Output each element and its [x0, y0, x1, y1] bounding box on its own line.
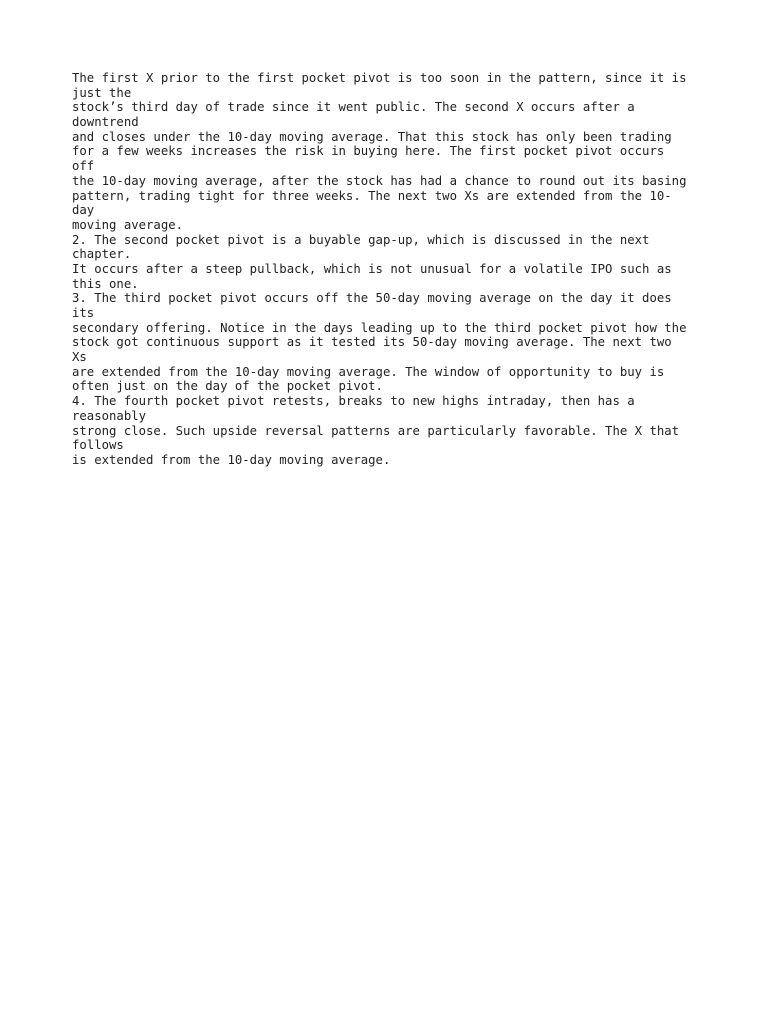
text-line: follows: [72, 438, 124, 453]
text-line: downtrend: [72, 115, 139, 130]
text-line: stock got continuous support as it tested its 50-day moving average. The next two: [72, 335, 672, 350]
text-line: are extended from the 10-day moving average. The window of opportunity to buy is: [72, 364, 665, 379]
text-line: It occurs after a steep pullback, which is not unusual for a volatile IPO such as: [72, 261, 672, 276]
text-line: 4. The fourth pocket pivot retests, breaks to new highs intraday, then has a: [72, 394, 635, 409]
text-line: and closes under the 10-day moving average. That this stock has only been trading: [72, 129, 672, 144]
text-line: chapter.: [72, 247, 132, 262]
text-line: is extended from the 10-day moving average.: [72, 452, 391, 467]
text-line: 3. The third pocket pivot occurs off the 50-day moving average on the day it does: [72, 291, 672, 306]
text-line: stock’s third day of trade since it went public. The second X occurs after a: [72, 100, 635, 115]
text-line: often just on the day of the pocket pivot.: [72, 379, 383, 394]
text-line: moving average.: [72, 217, 184, 232]
text-line: just the: [72, 85, 132, 100]
text-line: secondary offering. Notice in the days leading up to the third pocket pivot how the: [72, 320, 687, 335]
text-line: its: [72, 306, 95, 320]
text-line: 2. The second pocket pivot is a buyable gap-up, which is discussed in the next: [72, 232, 650, 247]
text-line: Xs: [72, 350, 87, 365]
text-line: this one.: [72, 276, 139, 291]
text-line: the 10-day moving average, after the stock has had a chance to round out its basing: [72, 173, 687, 188]
text-line: strong close. Such upside reversal patterns are particularly favorable. The X that: [72, 423, 680, 438]
text-line: off: [72, 159, 95, 174]
text-line: for a few weeks increases the risk in buying here. The first pocket pivot occurs: [72, 144, 665, 159]
text-line: The first X prior to the first pocket pivot is too soon in the pattern, since it is: [72, 71, 687, 85]
text-line: day: [72, 203, 95, 218]
text-line: reasonably: [72, 408, 147, 423]
text-line: pattern, trading tight for three weeks. The next two Xs are extended from the 10-: [72, 188, 672, 203]
body-text: [72, 71, 712, 468]
